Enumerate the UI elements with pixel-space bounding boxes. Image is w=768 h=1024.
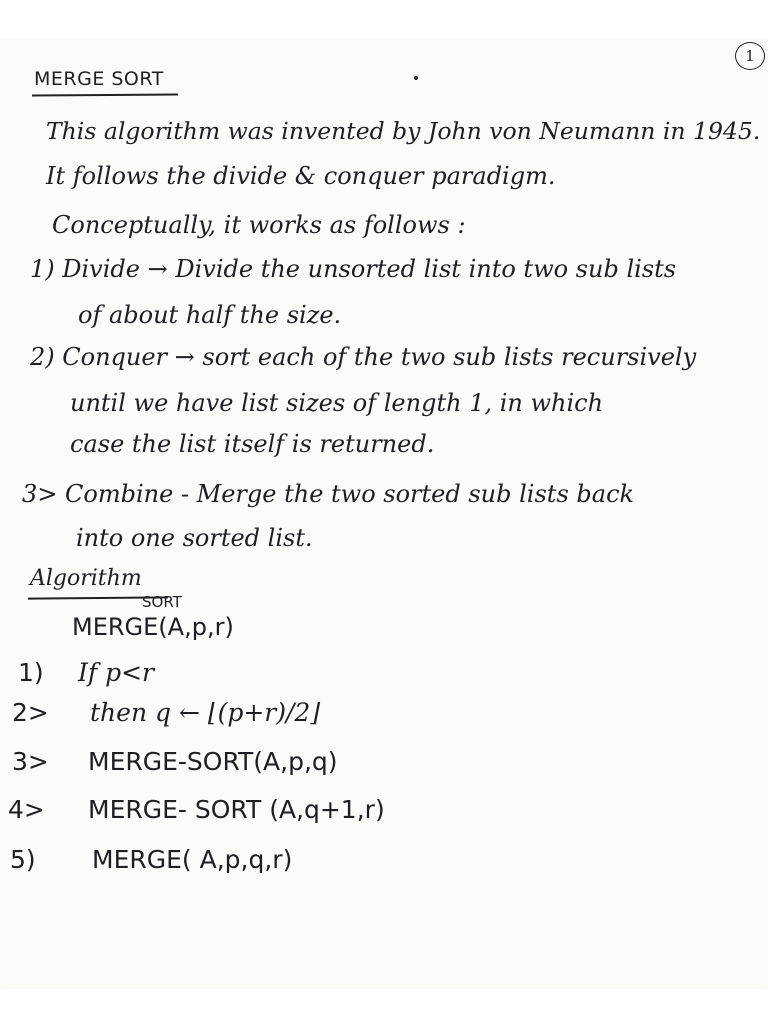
- text-line: 3> Combine - Merge the two sorted sub lists back: [22, 480, 635, 508]
- text-line: It follows the divide & conquer paradigm.: [46, 162, 556, 190]
- text-line: into one sorted list.: [76, 524, 313, 552]
- text-line: case the list itself is returned.: [70, 430, 435, 458]
- step-text: If p<r: [78, 658, 154, 687]
- step-number: 5): [10, 845, 36, 874]
- step-text: MERGE( A,p,q,r): [92, 845, 293, 874]
- text-line: 2) Conquer → sort each of the two sub lists recursively: [30, 343, 697, 371]
- page-title: MERGE SORT: [34, 68, 164, 90]
- text-line: This algorithm was invented by John von Neumann in 1945.: [46, 117, 761, 145]
- text-line: until we have list sizes of length 1, in which: [70, 389, 604, 417]
- text-line: of about half the size.: [78, 301, 342, 329]
- ink-dot: [414, 76, 418, 80]
- step-number: 1): [18, 658, 44, 687]
- sort-superscript: SORT: [142, 593, 182, 611]
- page-number: 1: [735, 42, 765, 70]
- step-number: 4>: [8, 795, 45, 824]
- text-line: Conceptually, it works as follows :: [52, 211, 466, 239]
- algorithm-heading: Algorithm: [30, 566, 142, 591]
- step-number: 3>: [12, 747, 49, 776]
- text-line: 1) Divide → Divide the unsorted list into two sub lists: [30, 255, 677, 283]
- step-text: MERGE-SORT(A,p,q): [88, 747, 338, 776]
- step-text: then q ← ⌊(p+r)/2⌋: [90, 698, 321, 727]
- step-text: MERGE- SORT (A,q+1,r): [88, 795, 385, 824]
- step-number: 2>: [12, 698, 49, 727]
- algorithm-signature: MERGE(A,p,r): [72, 613, 234, 641]
